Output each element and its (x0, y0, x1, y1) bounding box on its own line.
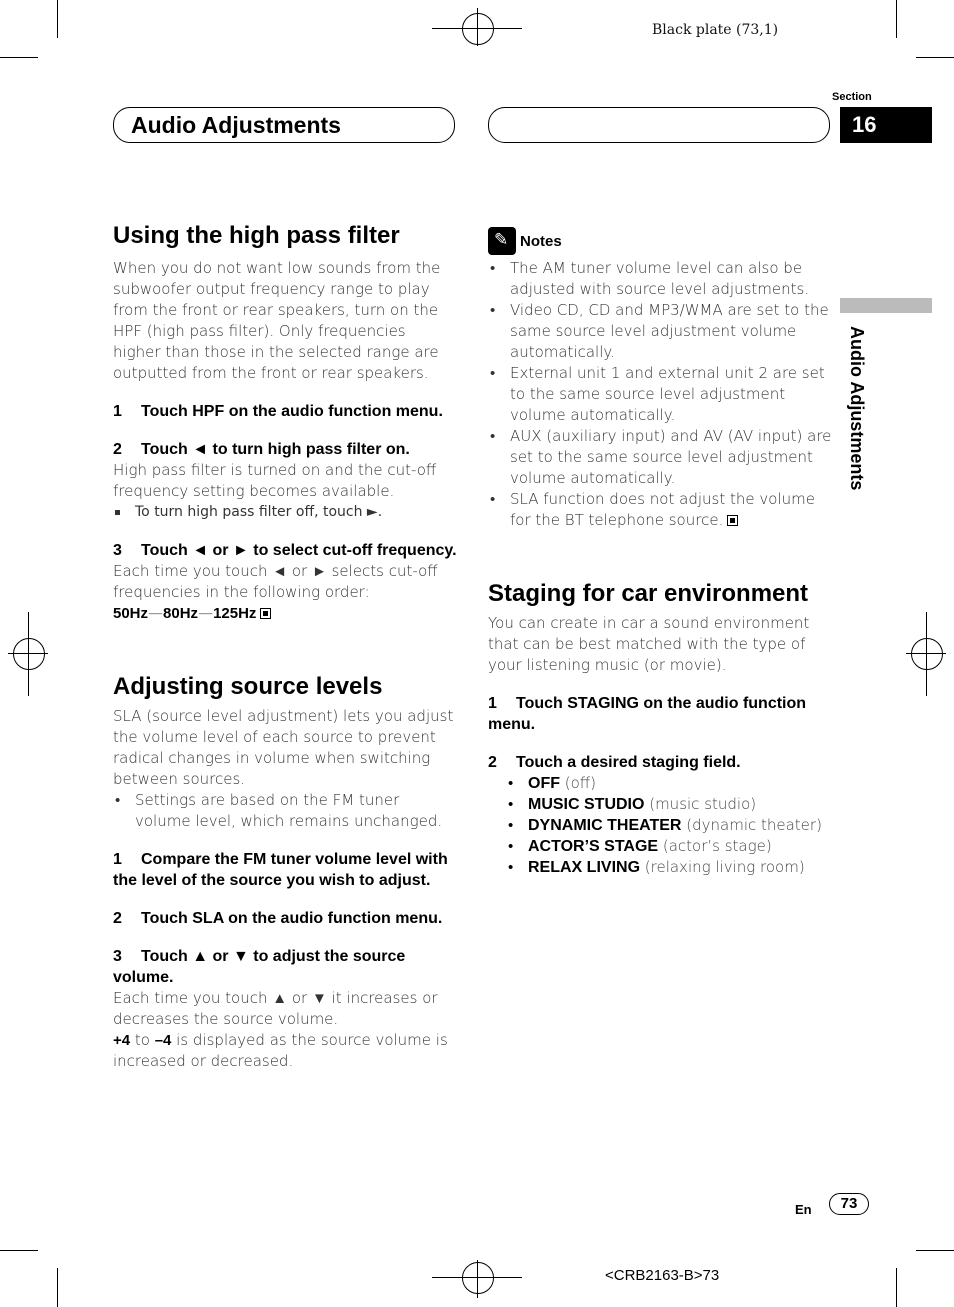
section-number: 16 (852, 112, 877, 137)
hpf-step-2-note: To turn high pass filter off, touch ►. (113, 502, 457, 523)
right-column (488, 227, 832, 878)
notes-pencil-icon (488, 227, 516, 255)
section-number-box (840, 107, 932, 143)
note-item: • Video CD, CD and MP3/WMA are set to the same source level adjustment volume automatically. (488, 300, 832, 363)
section-label: Section (832, 91, 872, 103)
sla-step-2: 2 Touch SLA on the audio function menu. (113, 910, 443, 927)
page-number: 73 (829, 1193, 869, 1215)
staging-option: • DYNAMIC THEATER (dynamic theater) (506, 815, 832, 836)
note-item: • The AM tuner volume level can also be adjusted with source level adjustments. (488, 258, 832, 300)
document-code: <CRB2163-B>73 (605, 1267, 720, 1284)
note-item: • SLA function does not adjust the volume for the BT telephone source. (488, 489, 832, 531)
crop-mark (0, 1250, 38, 1251)
crop-mark (916, 57, 954, 58)
crop-mark (896, 1268, 897, 1307)
staging-intro: You can create in car a sound environment that can be best matched with the type of your listening music (or movie). (488, 614, 810, 674)
crop-mark (57, 1268, 58, 1307)
crop-mark (916, 1250, 954, 1251)
hpf-step-1: 1 Touch HPF on the audio function menu. (113, 403, 443, 420)
hpf-step-2-body: High pass filter is turned on and the cut-off frequency setting becomes available. (113, 461, 437, 500)
hpf-step-2: 2 Touch ◄ to turn high pass filter on. (113, 441, 410, 458)
staging-step-1: 1 Touch STAGING on the audio function menu. (488, 695, 807, 733)
staging-option: • ACTOR’S STAGE (actor’s stage) (506, 836, 832, 857)
header-empty-pill (488, 107, 830, 143)
registration-circle (462, 13, 494, 45)
staging-options-list (488, 773, 832, 878)
crop-mark (57, 0, 58, 38)
end-mark-icon (260, 608, 271, 619)
hpf-intro: When you do not want low sounds from the subwoofer output frequency range to play from the front or rear speakers, turn on the HPF (high pass filter). Only frequencies higher than those in the selected range are outputted from the front or rear speakers. (113, 259, 441, 382)
registration-circle (13, 638, 45, 670)
end-mark-icon (727, 515, 738, 526)
notes-title: Notes (520, 232, 562, 250)
side-tab-bar (840, 298, 932, 313)
notes-header (488, 227, 832, 255)
hpf-heading: Using the high pass filter (113, 222, 400, 249)
staging-option: • MUSIC STUDIO (music studio) (506, 794, 832, 815)
sla-intro: SLA (source level adjustment) lets you adjust the volume level of each source to prevent radical changes in volume when switching between sources. (113, 707, 454, 788)
header-title-pill (113, 107, 455, 143)
plate-label: Black plate (73,1) (652, 22, 779, 38)
hpf-step-3-body: Each time you touch ◄ or ► selects cut-off frequencies in the following order: (113, 562, 438, 601)
side-tab-label: Audio Adjustments (847, 326, 867, 491)
note-item: • External unit 1 and external unit 2 are set to the same source level adjustment volume automatically. (488, 363, 832, 426)
sla-range-text: +4 to –4 is displayed as the source volume is increased or decreased. (113, 1031, 448, 1070)
registration-circle (911, 638, 943, 670)
sla-bullet: • Settings are based on the FM tuner volume level, which remains unchanged. (113, 790, 457, 832)
staging-option: • RELAX LIVING (relaxing living room) (506, 857, 832, 878)
note-item: • AUX (auxiliary input) and AV (AV input) are set to the same source level adjustment volume automatically. (488, 426, 832, 489)
registration-circle (462, 1262, 494, 1294)
staging-option: • OFF (off) (506, 773, 832, 794)
left-column (113, 221, 457, 1072)
hpf-frequency-order: 50Hz—80Hz—125Hz (113, 603, 457, 624)
crop-mark (896, 0, 897, 38)
sla-step-3-body: Each time you touch ▲ or ▼ it increases or decreases the source volume. (113, 989, 438, 1028)
header-title: Audio Adjustments (131, 112, 341, 138)
sla-heading: Adjusting source levels (113, 673, 383, 700)
crop-mark (0, 57, 38, 58)
hpf-step-3: 3 Touch ◄ or ► to select cut-off frequency. (113, 542, 457, 559)
sla-step-3: 3 Touch ▲ or ▼ to adjust the source volume. (113, 948, 406, 986)
notes-list (488, 258, 832, 531)
staging-step-2: 2 Touch a desired staging field. (488, 754, 741, 771)
sla-step-1: 1 Compare the FM tuner volume level with the level of the source you wish to adjust. (113, 851, 448, 889)
language-label: En (795, 1202, 812, 1217)
staging-heading: Staging for car environment (488, 580, 809, 607)
